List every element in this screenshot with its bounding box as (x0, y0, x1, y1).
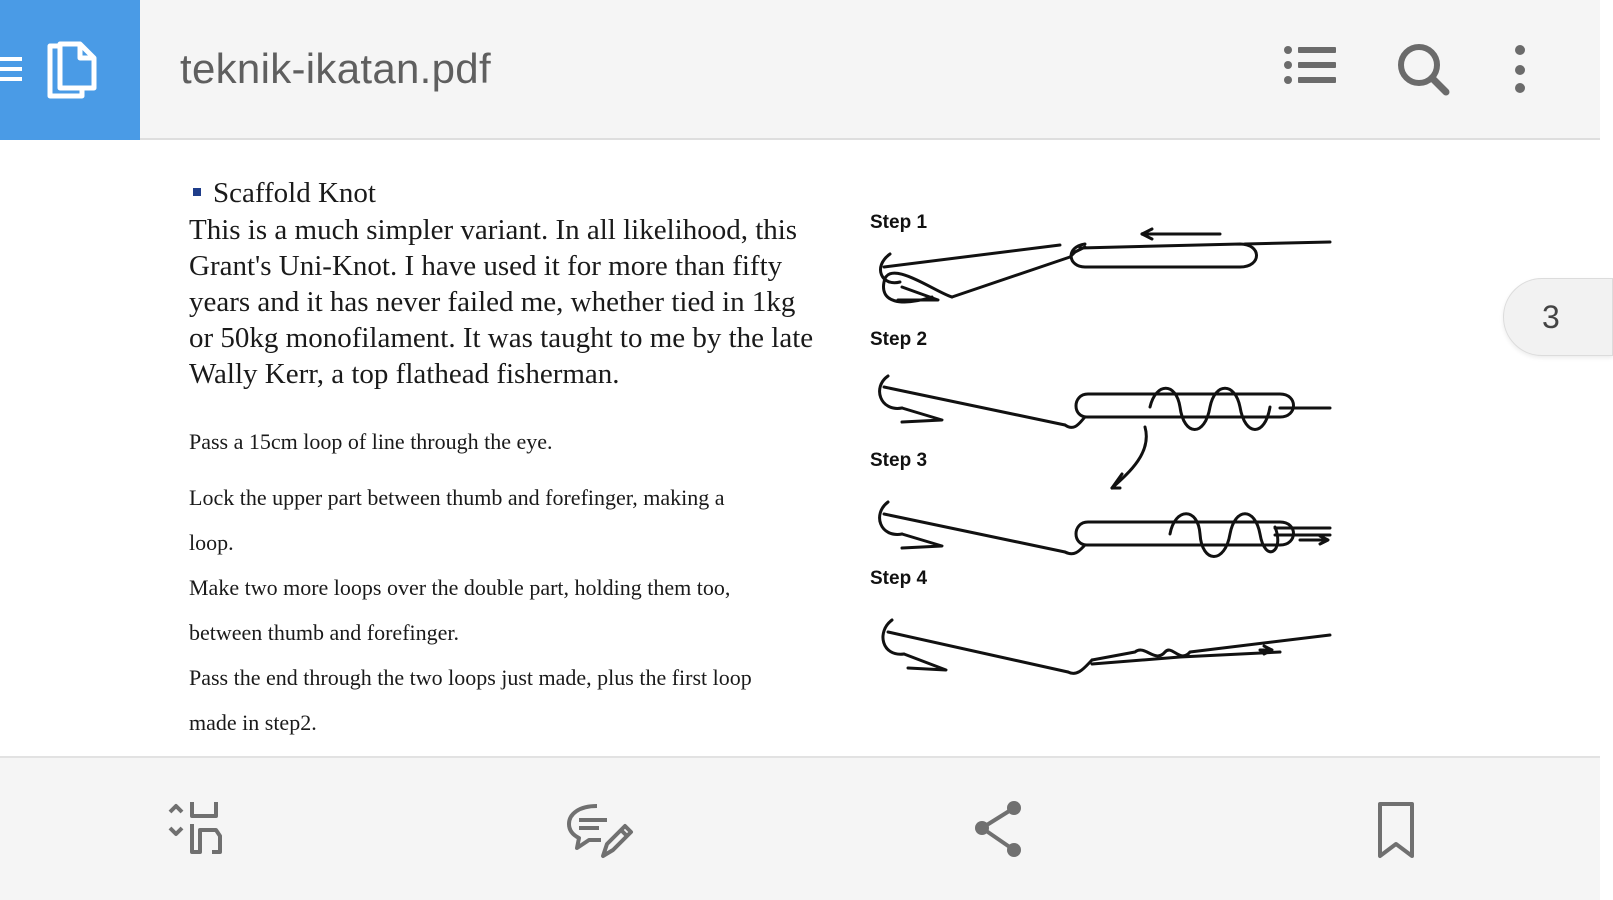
document-copy-icon (50, 44, 94, 96)
navigation-drawer-button[interactable] (0, 0, 140, 140)
knot-diagram (870, 212, 1360, 752)
intro-line: This is a much simpler variant. In all likelihood, this (189, 214, 798, 246)
search-icon[interactable] (1394, 40, 1454, 100)
bullet-icon (193, 188, 201, 196)
top-app-bar (0, 0, 1600, 140)
more-vert-icon[interactable] (1500, 40, 1540, 100)
step-line: Pass a 15cm loop of line through the eye. (189, 429, 553, 454)
bookmark-icon[interactable] (1366, 798, 1430, 862)
diagram-step-1 (881, 229, 1330, 302)
steps-paragraph (189, 430, 752, 790)
menu-icon (0, 57, 22, 81)
page-number-indicator[interactable] (1503, 278, 1613, 356)
step-line: between thumb and forefinger. (189, 620, 460, 645)
diagram-step-label: Step 4 (870, 568, 928, 589)
diagram-step-3 (880, 502, 1330, 557)
intro-line: Grant's Uni-Knot. I have used it for more than fifty (189, 250, 783, 282)
document-title: teknik-ikatan.pdf (180, 45, 491, 92)
heading-text: Scaffold Knot (213, 177, 376, 209)
intro-paragraph (189, 212, 813, 392)
step-line: Pass the end through the two loops just made, plus the first loop (189, 665, 752, 690)
comment-icon[interactable] (567, 798, 631, 862)
share-icon[interactable] (968, 798, 1032, 862)
intro-line: Wally Kerr, a top flathead fisherman. (189, 358, 620, 390)
pdf-page-view[interactable] (0, 142, 1600, 756)
step-line: made in step2. (189, 710, 317, 735)
page-number: 3 (1542, 299, 1560, 335)
diagram-step-4 (883, 620, 1330, 673)
section-heading (189, 176, 376, 210)
intro-line: years and it has never failed me, whether tied in 1kg (189, 286, 796, 318)
bottom-toolbar (0, 756, 1600, 900)
step-line: Lock the upper part between thumb and forefinger, making a (189, 485, 725, 510)
diagram-step-2 (880, 376, 1330, 488)
intro-line: or 50kg monofilament. It was taught to me by the late (189, 322, 814, 354)
list-icon[interactable] (1282, 40, 1342, 100)
step-line: loop. (189, 530, 234, 555)
diagram-step-label: Step 1 (870, 212, 928, 233)
diagram-step-label: Step 2 (870, 329, 928, 350)
reflow-icon[interactable] (166, 798, 230, 862)
step-line: Make two more loops over the double part, holding them too, (189, 575, 731, 600)
diagram-step-label: Step 3 (870, 450, 928, 471)
